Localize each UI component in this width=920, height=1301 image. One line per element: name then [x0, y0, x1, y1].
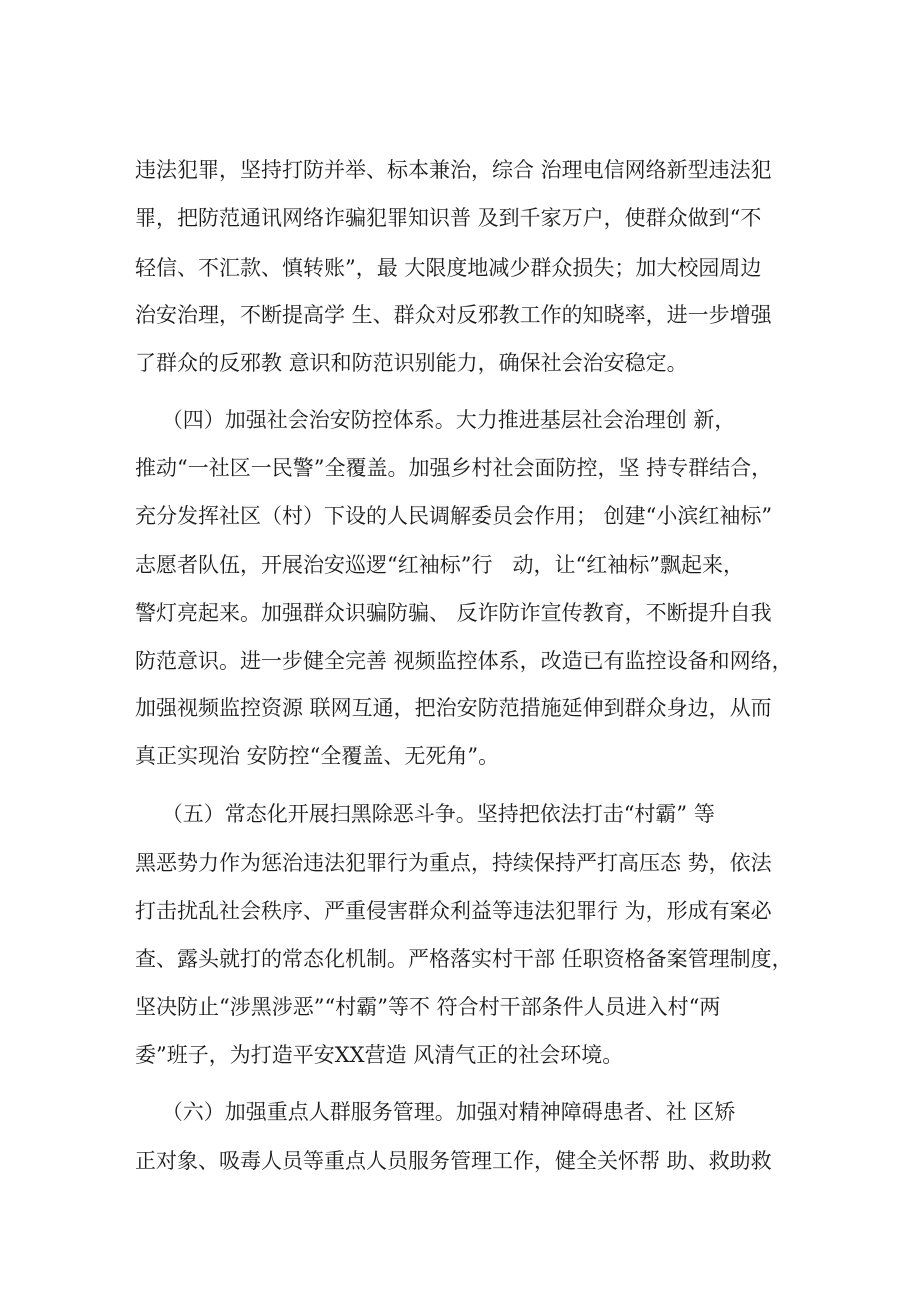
text-line: 打击扰乱社会秩序、严重侵害群众利益等违法犯罪行 为，形成有案必: [135, 899, 772, 923]
text-line: 委”班子，为打造平安XX营造 风清气正的社会环境。: [135, 1043, 624, 1067]
text-line: 真正实现治 安防控“全覆盖、无死角”。: [135, 744, 500, 768]
text-line: 加强视频监控资源 联网互通，把治安防范措施延伸到群众身边，从而: [135, 696, 772, 720]
text-line: 罪，把防范通讯网络诈骗犯罪知识普 及到千家万户，使群众做到“不: [135, 206, 762, 230]
text-line: 警灯亮起来。加强群众识骗防骗、 反诈防诈宣传教育，不断提升自我: [135, 601, 772, 625]
text-line: 推动“一社区一民警”全覆盖。加强乡村社会面防控，坚 持专群结合，: [135, 456, 773, 480]
paragraph-heading-line: （四）加强社会治安防控体系。大力推进基层社会治理创 新，: [135, 408, 736, 432]
paragraph-heading-line: （五）常态化开展扫黑除恶斗争。坚持把依法打击“村霸” 等: [135, 802, 715, 826]
text-line: 充分发挥社区（村）下设的人民调解委员会作用； 创建“小滨红袖标”: [135, 504, 773, 528]
paragraph-heading-line: （六）加强重点人群服务管理。加强对精神障碍患者、社 区矫: [135, 1100, 736, 1124]
text-line: 黑恶势力作为惩治违法犯罪行为重点，持续保持严打高压态 势，依法: [135, 851, 772, 875]
text-line: 轻信、不汇款、慎转账”，最 大限度地减少群众损失；加大校园周边: [135, 256, 762, 280]
text-line: 了群众的反邪教 意识和防范识别能力，确保社会治安稳定。: [135, 351, 688, 375]
text-line: 志愿者队伍，开展治安巡逻“红袖标”行 动，让“红袖标”飘起来，: [135, 553, 744, 577]
text-line: 违法犯罪，坚持打防并举、标本兼治，综合 治理电信网络新型违法犯: [135, 158, 772, 182]
text-line: 坚决防止“涉黑涉恶”“村霸”等不 符合村干部条件人员进入村“两: [135, 995, 721, 1019]
text-line: 查、露头就打的常态化机制。严格落实村干部 任职资格备案管理制度，: [135, 947, 793, 971]
text-line: 防范意识。进一步健全完善 视频监控体系，改造已有监控设备和网络，: [135, 649, 793, 673]
text-line: 治安治理，不断提高学 生、群众对反邪教工作的知晓率，进一步增强: [135, 303, 772, 327]
text-line: 正对象、吸毒人员等重点人员服务管理工作，健全关怀帮 助、救助救: [135, 1149, 772, 1173]
